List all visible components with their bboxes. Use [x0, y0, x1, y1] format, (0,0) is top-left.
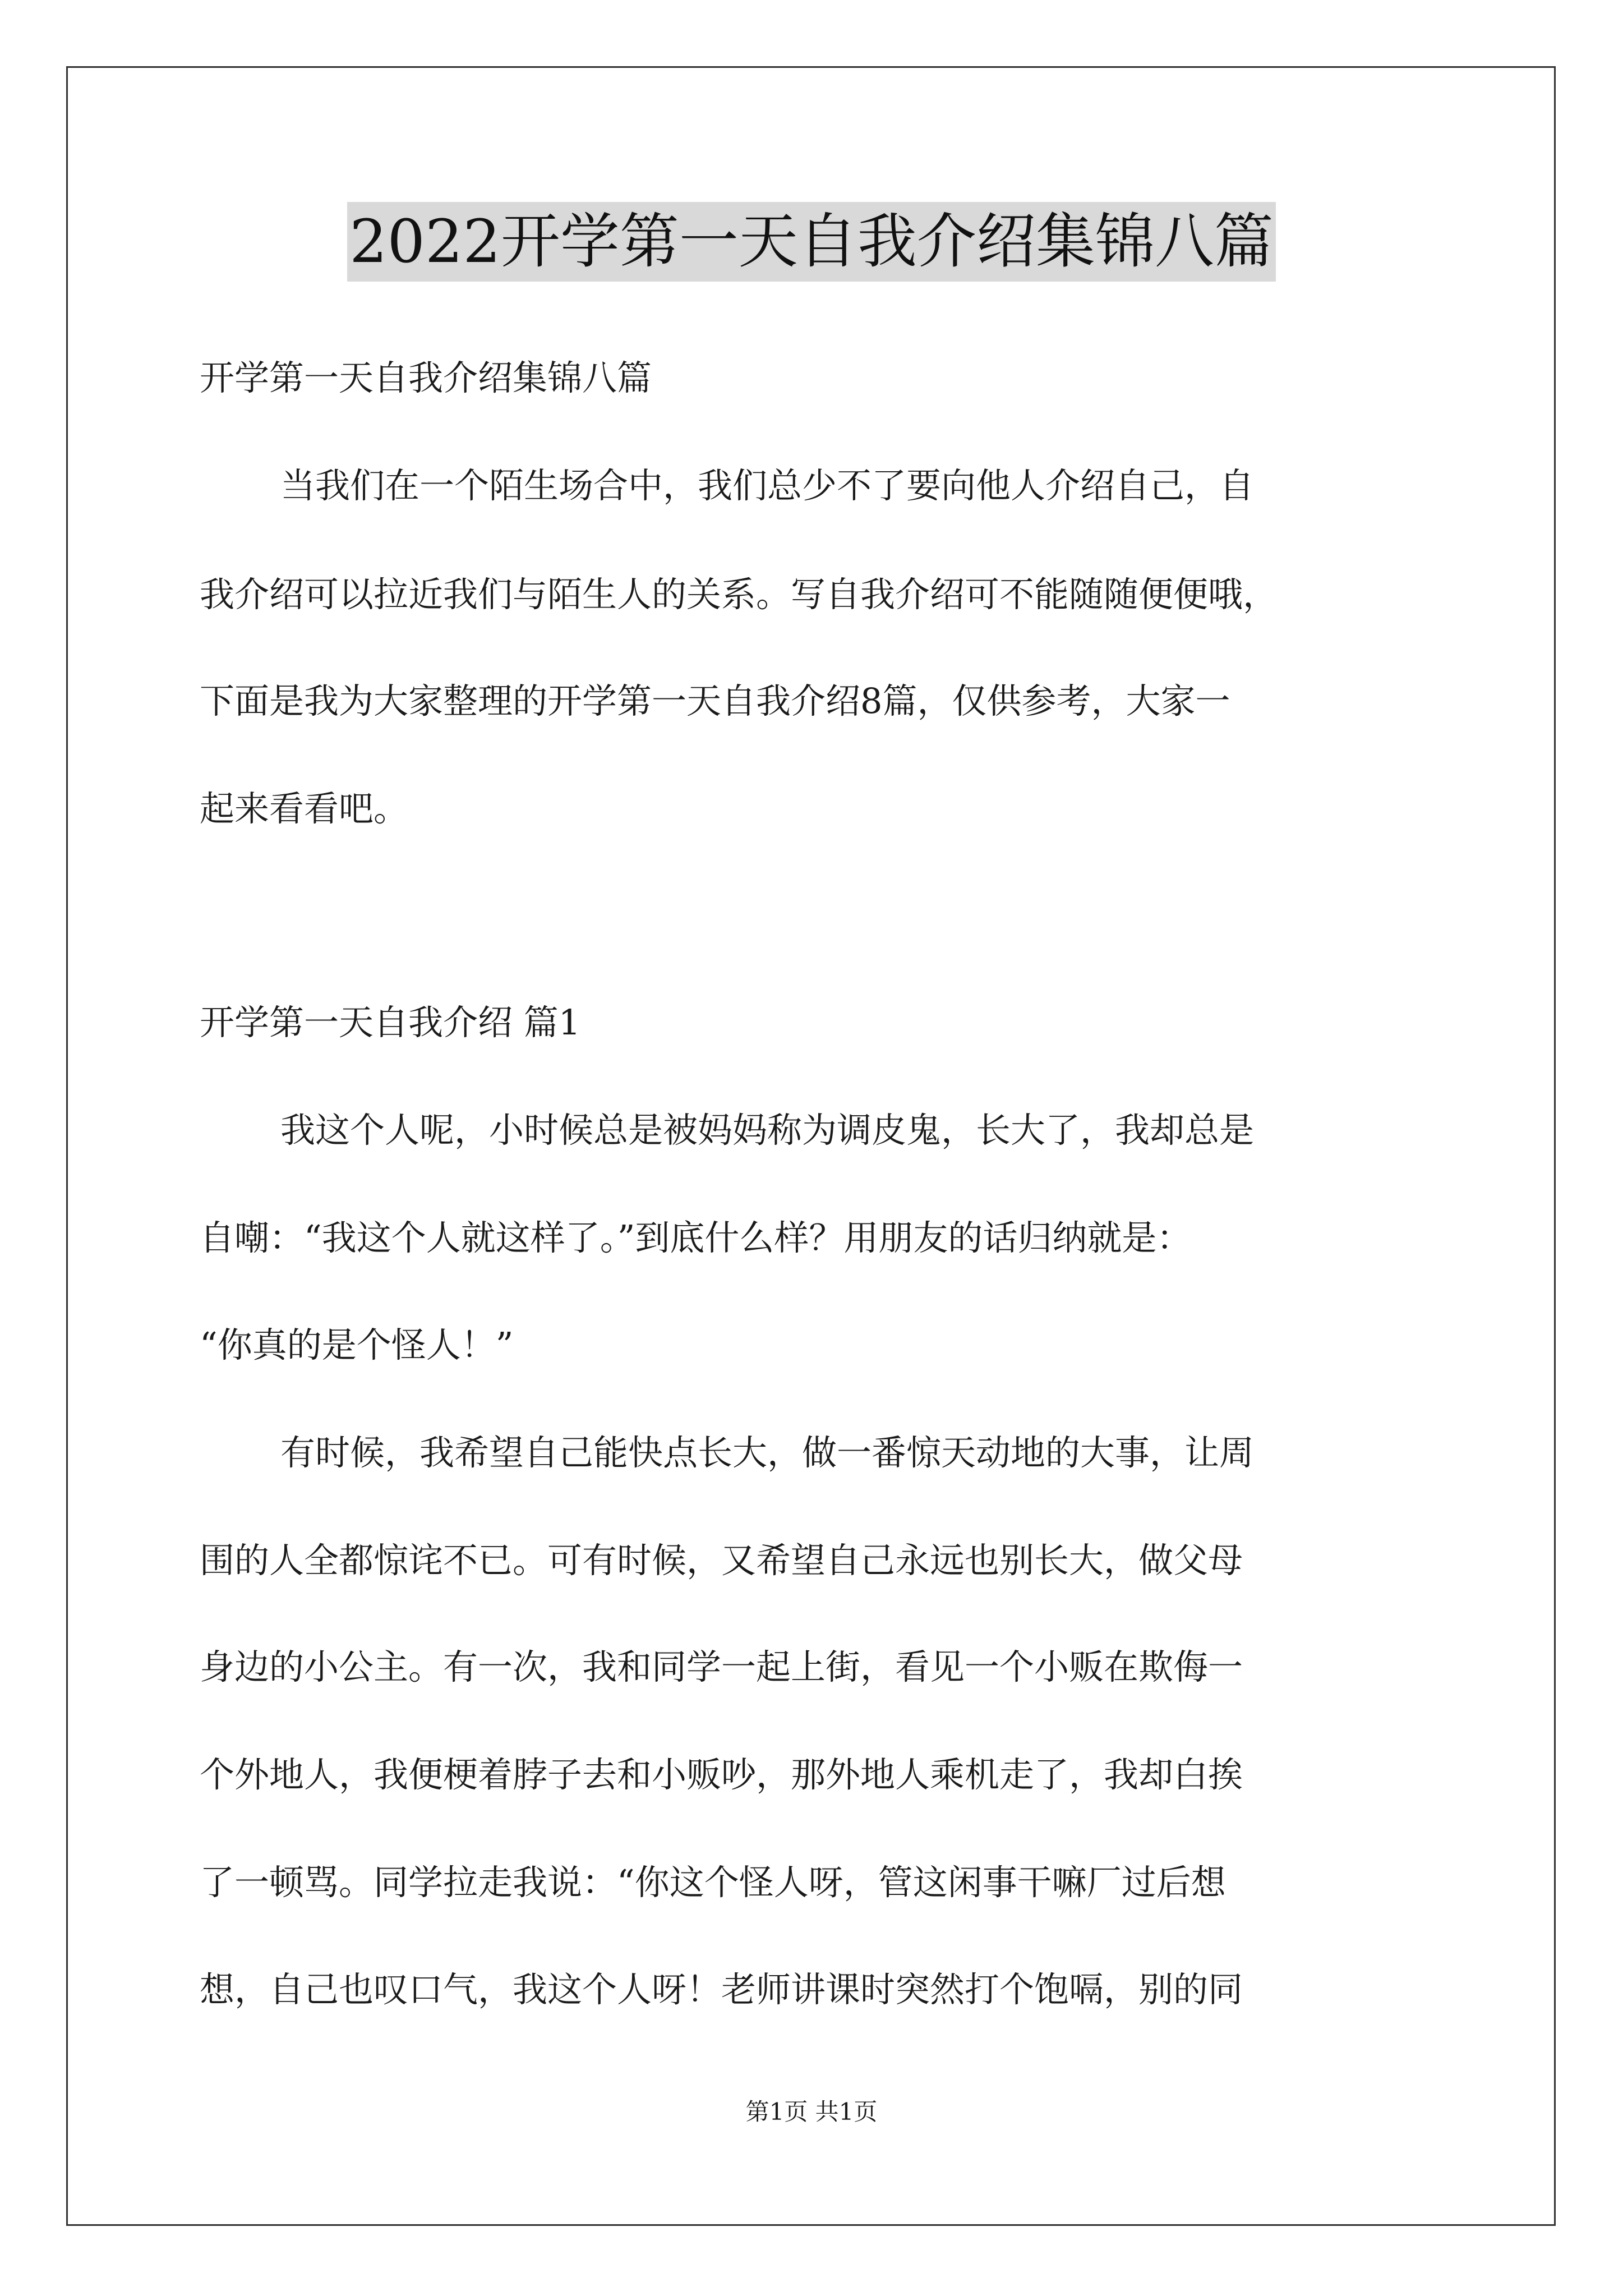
para1-line-2: 自嘲：“我这个人就这样了。”到底什么样？用朋友的话归纳就是： [200, 1217, 1192, 1258]
para2-line-5: 了一顿骂。同学拉走我说：“你这个怪人呀，管这闲事干嘛厂过后想 [200, 1862, 1226, 1903]
para2-line-3: 身边的小公主。有一次，我和同学一起上街，看见一个小贩在欺侮一 [200, 1646, 1243, 1687]
document-title: 2022开学第一天自我介绍集锦八篇 [347, 202, 1276, 282]
intro-line-3: 下面是我为大家整理的开学第一天自我介绍8篇，仅供参考，大家一 [200, 680, 1230, 721]
para2-line-1: 有时候，我希望自己能快点长大，做一番惊天动地的大事，让周 [280, 1432, 1255, 1473]
para1-line-3: “你真的是个怪人！” [200, 1324, 514, 1365]
title-container [0, 202, 1623, 282]
intro-line-1: 当我们在一个陌生场合中，我们总少不了要向他人介绍自己，自 [280, 465, 1255, 506]
para2-line-6: 想，自己也叹口气，我这个人呀！老师讲课时突然打个饱嗝，别的同 [200, 1969, 1243, 2010]
para1-line-1: 我这个人呢，小时候总是被妈妈称为调皮鬼，长大了，我却总是 [280, 1110, 1255, 1151]
page-footer: 第1页 共1页 [745, 2098, 878, 2125]
section-heading: 开学第一天自我介绍 篇1 [200, 1002, 581, 1043]
para2-line-2: 围的人全都惊诧不已。可有时候，又希望自己永远也别长大，做父母 [200, 1540, 1243, 1581]
intro-line-4: 起来看看吧。 [200, 788, 409, 829]
document-subtitle: 开学第一天自我介绍集锦八篇 [200, 357, 652, 398]
para2-line-4: 个外地人，我便梗着脖子去和小贩吵，那外地人乘机走了，我却白挨 [200, 1754, 1243, 1795]
intro-line-2: 我介绍可以拉近我们与陌生人的关系。写自我介绍可不能随随便便哦， [200, 574, 1278, 615]
